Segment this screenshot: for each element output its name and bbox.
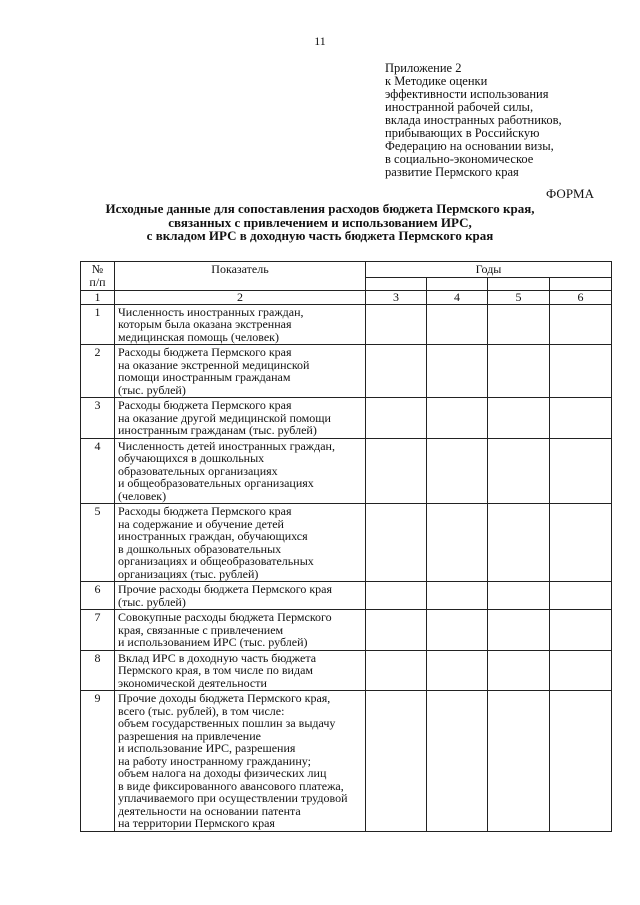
year-value-cell[interactable] — [427, 438, 488, 504]
row-number: 6 — [81, 582, 115, 610]
year-value-cell[interactable] — [488, 650, 550, 691]
column-number: 4 — [427, 290, 488, 304]
appendix-line: в социально-экономическое — [385, 152, 534, 166]
indicator-line: на оказание другой медицинской помощи — [118, 410, 331, 425]
indicator-line: на содержание и обучение детей — [118, 516, 284, 531]
header-years: Годы — [366, 262, 612, 278]
table-row — [81, 691, 612, 832]
row-number: 2 — [81, 345, 115, 398]
year-value-cell[interactable] — [488, 304, 550, 345]
table-row — [81, 582, 612, 610]
indicator-line: края, связанные с привлечением — [118, 622, 284, 637]
indicator-line: уплачиваемого при осуществлении трудовой — [118, 791, 348, 805]
year-value-cell[interactable] — [550, 582, 612, 610]
indicator-line: (человек) — [118, 488, 167, 503]
indicator-line: всего (тыс. рублей), в том числе: — [118, 703, 285, 718]
row-indicator — [115, 610, 366, 651]
indicator-line: (тыс. рублей) — [118, 382, 186, 397]
year-value-cell[interactable] — [427, 345, 488, 398]
indicator-line: в дошкольных образовательных — [118, 541, 282, 556]
appendix-line: эффективности использования — [385, 87, 549, 101]
row-indicator — [115, 504, 366, 582]
indicator-line: организациях и общеобразовательных — [118, 554, 314, 568]
column-number: 3 — [366, 290, 427, 304]
year-value-cell[interactable] — [488, 582, 550, 610]
indicator-line: образовательных организациях — [118, 463, 278, 478]
indicator-line: на территории Пермского края — [118, 816, 275, 830]
indicator-line: разрешения на привлечение — [118, 728, 261, 743]
form-label: ФОРМА — [546, 186, 594, 201]
row-indicator — [115, 691, 366, 832]
year-value-cell[interactable] — [488, 438, 550, 504]
row-number: 5 — [81, 504, 115, 582]
year-value-cell[interactable] — [488, 345, 550, 398]
indicator-line: объем налога на доходы физических лиц — [118, 766, 327, 780]
indicator-line: которым была оказана экстренная — [118, 317, 292, 331]
row-number: 4 — [81, 438, 115, 504]
row-number: 9 — [81, 691, 115, 832]
indicator-line: Совокупные расходы бюджета Пермского — [118, 610, 332, 624]
title-line: связанных с привлечением и использованием ИРС, — [168, 214, 472, 230]
indicator-line: деятельности на основании патента — [118, 803, 301, 818]
table-row — [81, 650, 612, 691]
year-value-cell[interactable] — [366, 304, 427, 345]
table-row — [81, 504, 612, 582]
year-value-cell[interactable] — [488, 691, 550, 832]
indicator-line: и использование ИРС, разрешения — [118, 741, 296, 755]
year-value-cell[interactable] — [427, 304, 488, 345]
appendix-line: Федерацию на основании визы, — [385, 139, 554, 153]
header-num-line: п/п — [89, 274, 106, 289]
page-number: 11 — [314, 34, 326, 48]
year-value-cell[interactable] — [427, 650, 488, 691]
row-indicator — [115, 650, 366, 691]
appendix-line: прибывающих в Российскую — [385, 126, 540, 140]
row-indicator — [115, 304, 366, 345]
indicator-line: организациях (тыс. рублей) — [118, 566, 259, 581]
year-value-cell[interactable] — [366, 582, 427, 610]
header-num-line: № — [91, 262, 104, 276]
indicator-line: в виде фиксированного авансового платежа, — [118, 778, 344, 793]
year-value-cell[interactable] — [427, 610, 488, 651]
document-title — [0, 202, 640, 243]
row-indicator — [115, 398, 366, 439]
appendix-line: к Методике оценки — [385, 74, 488, 88]
indicator-line: помощи иностранным гражданам — [118, 370, 291, 384]
header-num — [81, 262, 115, 291]
appendix-line: развитие Пермского края — [385, 165, 519, 179]
year-value-cell[interactable] — [366, 398, 427, 439]
table-row — [81, 398, 612, 439]
year-cell[interactable] — [366, 277, 427, 290]
table-row — [81, 345, 612, 398]
indicator-line: обучающихся в дошкольных — [118, 451, 265, 465]
year-value-cell[interactable] — [488, 610, 550, 651]
indicator-line: Расходы бюджета Пермского края — [118, 398, 292, 412]
indicator-line: Прочие доходы бюджета Пермского края, — [118, 691, 331, 705]
year-value-cell[interactable] — [366, 691, 427, 832]
indicator-line: медицинская помощь (человек) — [118, 329, 279, 344]
appendix-line: иностранной рабочей силы, — [385, 100, 534, 114]
table-row — [81, 610, 612, 651]
year-cell[interactable] — [488, 277, 550, 290]
row-number: 1 — [81, 304, 115, 345]
indicator-line: на оказание экстренной медицинской — [118, 357, 310, 372]
year-value-cell[interactable] — [366, 610, 427, 651]
row-number: 3 — [81, 398, 115, 439]
year-value-cell[interactable] — [550, 504, 612, 582]
year-value-cell[interactable] — [427, 691, 488, 832]
indicator-line: Расходы бюджета Пермского края — [118, 504, 292, 518]
title-line: Исходные данные для сопоставления расходов бюджета Пермского края, — [105, 201, 535, 216]
column-number: 5 — [488, 290, 550, 304]
indicator-line: Пермского края, в том числе по видам — [118, 663, 313, 677]
column-number: 1 — [81, 290, 115, 304]
indicator-line: объем государственных пошлин за выдачу — [118, 716, 336, 730]
row-indicator — [115, 582, 366, 610]
year-value-cell[interactable] — [366, 345, 427, 398]
indicator-line: и использованием ИРС (тыс. рублей) — [118, 635, 308, 649]
indicator-line: экономической деятельности — [118, 675, 267, 690]
indicator-line: на работу иностранному гражданину; — [118, 753, 311, 768]
indicator-line: иностранных граждан, обучающихся — [118, 529, 308, 543]
row-number: 8 — [81, 650, 115, 691]
indicator-line: и общеобразовательных организациях — [118, 476, 314, 490]
table-row — [81, 438, 612, 504]
indicator-line: иностранным гражданам (тыс. рублей) — [118, 423, 317, 437]
year-value-cell[interactable] — [550, 345, 612, 398]
column-number: 2 — [115, 290, 366, 304]
year-value-cell[interactable] — [427, 398, 488, 439]
year-value-cell[interactable] — [488, 398, 550, 439]
year-value-cell[interactable] — [427, 504, 488, 582]
column-number: 6 — [550, 290, 612, 304]
header-row — [81, 262, 612, 278]
data-table — [80, 261, 612, 832]
year-value-cell[interactable] — [550, 610, 612, 651]
table-body — [81, 304, 612, 831]
indicator-line: Вклад ИРС в доходную часть бюджета — [118, 650, 317, 665]
year-value-cell[interactable] — [550, 691, 612, 832]
indicator-line: Расходы бюджета Пермского края — [118, 345, 292, 359]
row-indicator — [115, 438, 366, 504]
year-value-cell[interactable] — [366, 438, 427, 504]
year-value-cell[interactable] — [550, 438, 612, 504]
appendix-line: вклада иностранных работников, — [385, 113, 562, 127]
year-value-cell[interactable] — [550, 304, 612, 345]
title-line: с вкладом ИРС в доходную часть бюджета Пермского края — [146, 228, 494, 243]
year-value-cell[interactable] — [366, 650, 427, 691]
year-cell[interactable] — [550, 277, 612, 290]
appendix-line: Приложение 2 — [385, 61, 462, 75]
indicator-line: Прочие расходы бюджета Пермского края — [118, 582, 332, 596]
year-value-cell[interactable] — [366, 504, 427, 582]
year-value-cell[interactable] — [550, 650, 612, 691]
year-value-cell[interactable] — [550, 398, 612, 439]
year-cell[interactable] — [427, 277, 488, 290]
row-indicator — [115, 345, 366, 398]
year-value-cell[interactable] — [488, 504, 550, 582]
indicator-line: (тыс. рублей) — [118, 594, 186, 609]
indicator-line: Численность детей иностранных граждан, — [118, 438, 335, 453]
year-value-cell[interactable] — [427, 582, 488, 610]
appendix-note — [385, 62, 625, 179]
table-row — [81, 304, 612, 345]
row-number: 7 — [81, 610, 115, 651]
indicator-line: Численность иностранных граждан, — [118, 304, 304, 319]
header-indicator: Показатель — [115, 262, 366, 291]
column-number-row — [81, 290, 612, 304]
